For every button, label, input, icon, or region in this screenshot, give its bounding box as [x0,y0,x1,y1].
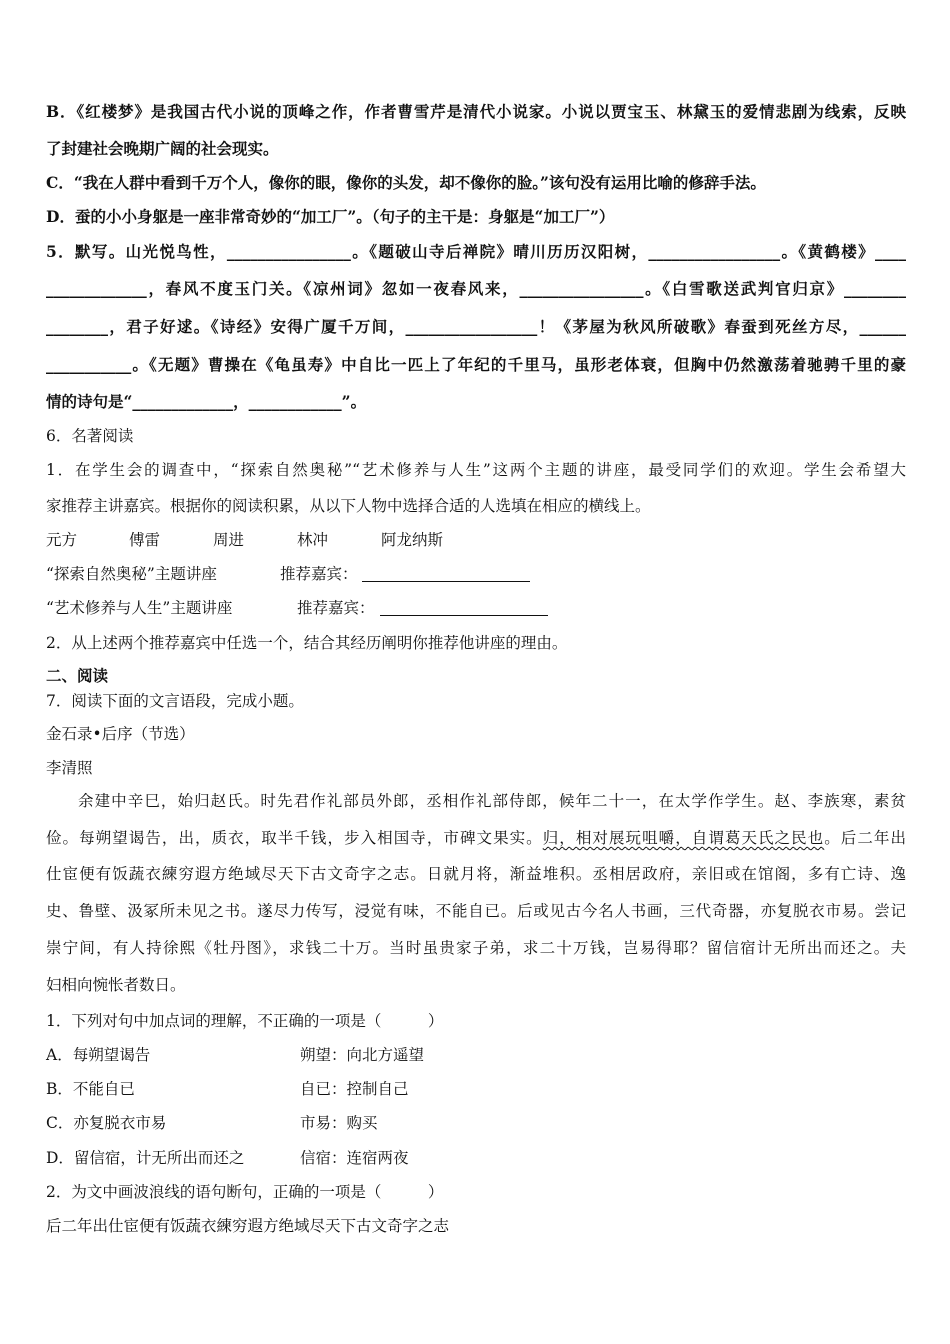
sub1-question: 1．下列对句中加点词的理解，不正确的一项是（ ） [46,1012,444,1030]
q5-line2: _____________，春风不度玉门关。《凉州词》忽如一夜春风来，________________。《白雪歌送武判官归京》________ [46,279,906,298]
sub2-sentence: 后二年出仕宦便有饭蔬衣練穷遐方绝域尽天下古文奇字之志 [46,1217,450,1235]
lecture1-answer-blank[interactable] [362,566,530,582]
passage-author: 李清照 [46,759,93,777]
lecture2-title: “艺术修养与人生”主题讲座 [46,599,233,617]
passage-line: 史、鲁壁、汲冢所未见之书。遂尽力传写，浸觉有味，不能自已。后或见古今名人书画，三代奇器，亦复脱衣市易。尝记 [46,902,906,920]
q4-option-b-line1: B．《红楼梦》是我国古代小说的顶峰之作，作者曹雪芹是清代小说家。小说以贾宝玉、林黛玉的爱情悲剧为线索，反映 [46,102,906,121]
name-option: 林冲 [297,531,329,549]
lecture2-recommend-label: 推荐嘉宾： [297,599,375,617]
passage-line-with-wavy [46,828,906,848]
lecture1-recommend-label: 推荐嘉宾： [280,565,358,583]
name-option: 阿龙纳斯 [381,531,444,549]
q6-p2: 2．从上述两个推荐嘉宾中任选一个，结合其经历阐明你推荐他讲座的理由。 [46,634,568,652]
option-label: D．留信宿，计无所出而还之 [46,1149,245,1167]
q5-line5: 情的诗句是“_____________，____________”。 [46,392,367,411]
name-option: 傅雷 [129,531,161,549]
q5-line4: ___________。《无题》曹操在《龟虽寿》中自比一匹上了年纪的千里马，虽形老体衰，但胸中仍然激荡着驰骋千里的豪 [46,355,906,374]
option-label: B．不能自已 [46,1080,135,1098]
passage-text: 。后二年出 [824,829,906,847]
option-note: 信宿：连宿两夜 [300,1149,409,1167]
q5-line1: 5．默写。山光悦鸟性，________________。《题破山寺后禅院》晴川历历汉阳树，_________________。《黄鹤楼》____ [46,242,906,261]
passage-title: 金石录•后序（节选） [46,725,195,743]
passage-line: 崇宁间，有人持徐熙《牡丹图》，求钱二十万。当时虽贵家子弟，求二十万钱，岂易得耶？留信宿计无所出而还之。夫 [46,939,906,957]
passage-line: 余建中辛巳，始归赵氏。时先君作礼部员外郎，丞相作礼部侍郎，候年二十一，在太学作学生。赵、李族寒，素贫 [78,792,906,810]
section-title: 二、阅读 [46,666,109,685]
lecture2-answer-blank[interactable] [380,600,548,616]
lecture1-title: “探索自然奥秘”主题讲座 [46,565,217,583]
q7-instruction: 7．阅读下面的文言语段，完成小题。 [46,692,304,710]
sub2-question: 2．为文中画波浪线的语句断句，正确的一项是（ ） [46,1183,444,1201]
passage-line: 妇相向惋怅者数日。 [46,976,186,994]
wavy-underlined-sentence: 归，相对展玩咀嚼，自谓葛天氏之民也 [542,829,825,847]
option-note: 朔望：向北方遥望 [300,1046,425,1064]
q4-option-d: D．蚕的小小身躯是一座非常奇妙的“加工厂”。（句子的主干是：身躯是“加工厂”） [46,207,615,226]
option-label: A．每朔望谒告 [46,1046,151,1064]
passage-line: 仕宦便有饭蔬衣練穷遐方绝域尽天下古文奇字之志。日就月将，渐益堆积。丞相居政府，亲旧或在馆阁，多有亡诗、逸 [46,865,906,883]
name-option: 元方 [46,531,78,549]
q4-option-b-line2: 了封建社会晚期广阔的社会现实。 [46,139,279,158]
name-option: 周进 [213,531,245,549]
q4-option-c: C．“我在人群中看到千万个人，像你的眼，像你的头发，却不像你的脸。”该句没有运用比喻的修辞手法。 [46,173,766,192]
q6-heading: 6．名著阅读 [46,427,134,445]
option-note: 市易：购买 [300,1114,378,1132]
q6-p1-line1: 1．在学生会的调查中，“探索自然奥秘”“艺术修养与人生”这两个主题的讲座，最受同学们的欢迎。学生会希望大 [46,461,906,479]
option-note: 自已：控制自己 [300,1080,409,1098]
q5-line3: ________，君子好逑。《诗经》安得广厦千万间，_________________！《茅屋为秋风所破歌》春蚕到死丝方尽，______ [46,317,906,336]
option-label: C．亦复脱衣市易 [46,1114,167,1132]
passage-text: 俭。每朔望谒告，出，质衣，取半千钱，步入相国寺，市碑文果实。 [46,829,543,847]
q6-p1-line2: 家推荐主讲嘉宾。根据你的阅读积累，从以下人物中选择合适的人选填在相应的横线上。 [46,497,651,515]
